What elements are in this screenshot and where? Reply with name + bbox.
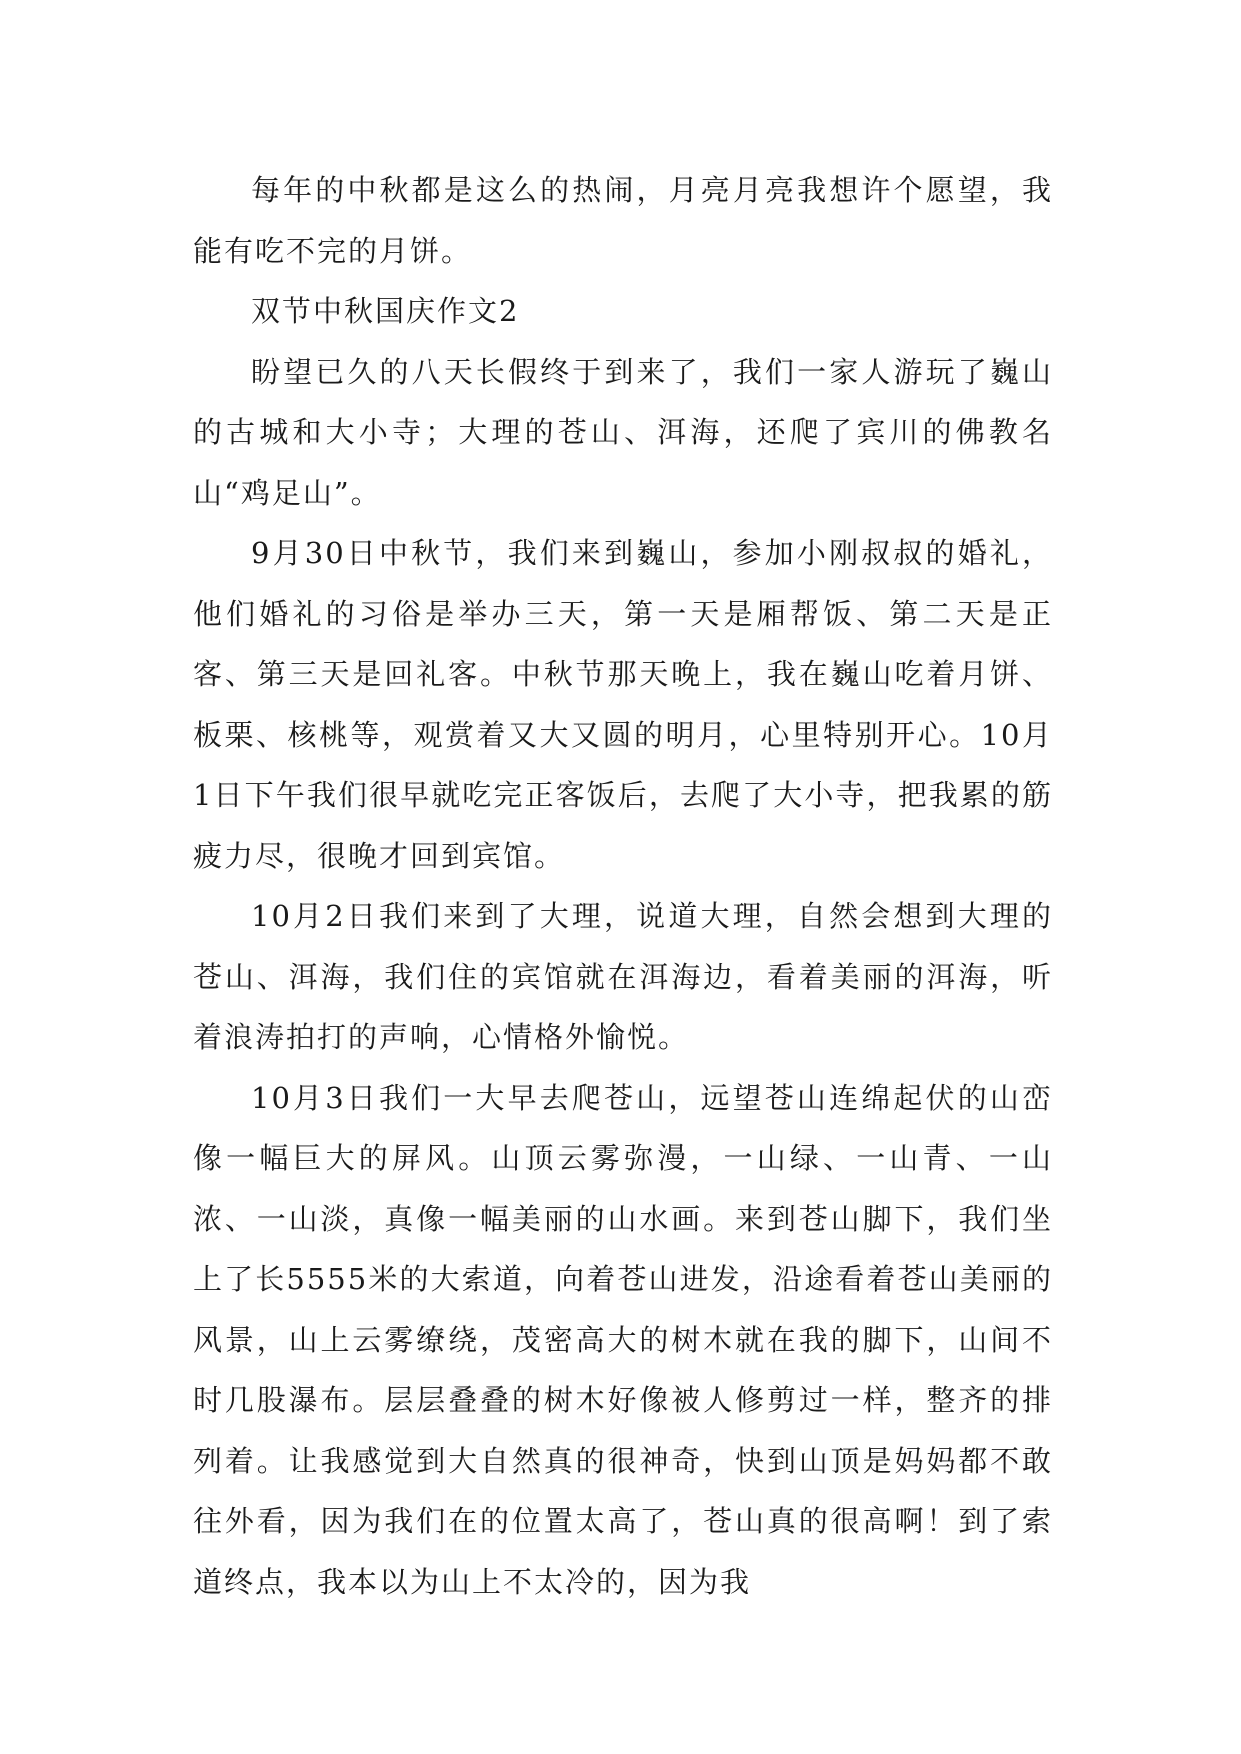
- paragraph-cangshan: 10月3日我们一大早去爬苍山，远望苍山连绵起伏的山峦像一幅巨大的屏风。山顶云雾弥漫，一山绿、一山青、一山浓、一山淡，真像一幅美丽的山水画。来到苍山脚下，我们坐上了长5555米的大索道，向着苍山进发，沿途看着苍山美丽的风景，山上云雾缭绕，茂密高大的树木就在我的脚下，山间不时几股瀑布。层层叠叠的树木好像被人修剪过一样，整齐的排列着。让我感觉到大自然真的很神奇，快到山顶是妈妈都不敢往外看，因为我们在的位置太高了，苍山真的很高啊！到了索道终点，我本以为山上不太冷的，因为我: [193, 1080, 1053, 1599]
- paragraph-dali-erhai: 10月2日我们来到了大理，说道大理，自然会想到大理的苍山、洱海，我们住的宾馆就在洱海边，看着美丽的洱海，听着浪涛拍打的声响，心情格外愉悦。: [193, 899, 1053, 1054]
- document-body: [193, 160, 1053, 1612]
- essay-heading: 双节中秋国庆作文2: [251, 294, 520, 328]
- paragraph-holiday-intro: 盼望已久的八天长假终于到来了，我们一家人游玩了巍山的古城和大小寺；大理的苍山、洱海，还爬了宾川的佛教名山“鸡足山”。: [193, 354, 1053, 510]
- paragraph-weishan-wedding: 9月30日中秋节，我们来到巍山，参加小刚叔叔的婚礼，他们婚礼的习俗是举办三天，第一天是厢帮饭、第二天是正客、第三天是回礼客。中秋节那天晚上，我在巍山吃着月饼、板栗、核桃等，观赏着又大又圆的明月，心里特别开心。10月1日下午我们很早就吃完正客饭后，去爬了大小寺，把我累的筋疲力尽，很晚才回到宾馆。: [193, 536, 1053, 873]
- paragraph-mid-autumn-wish: 每年的中秋都是这么的热闹，月亮月亮我想许个愿望，我能有吃不完的月饼。: [193, 173, 1053, 268]
